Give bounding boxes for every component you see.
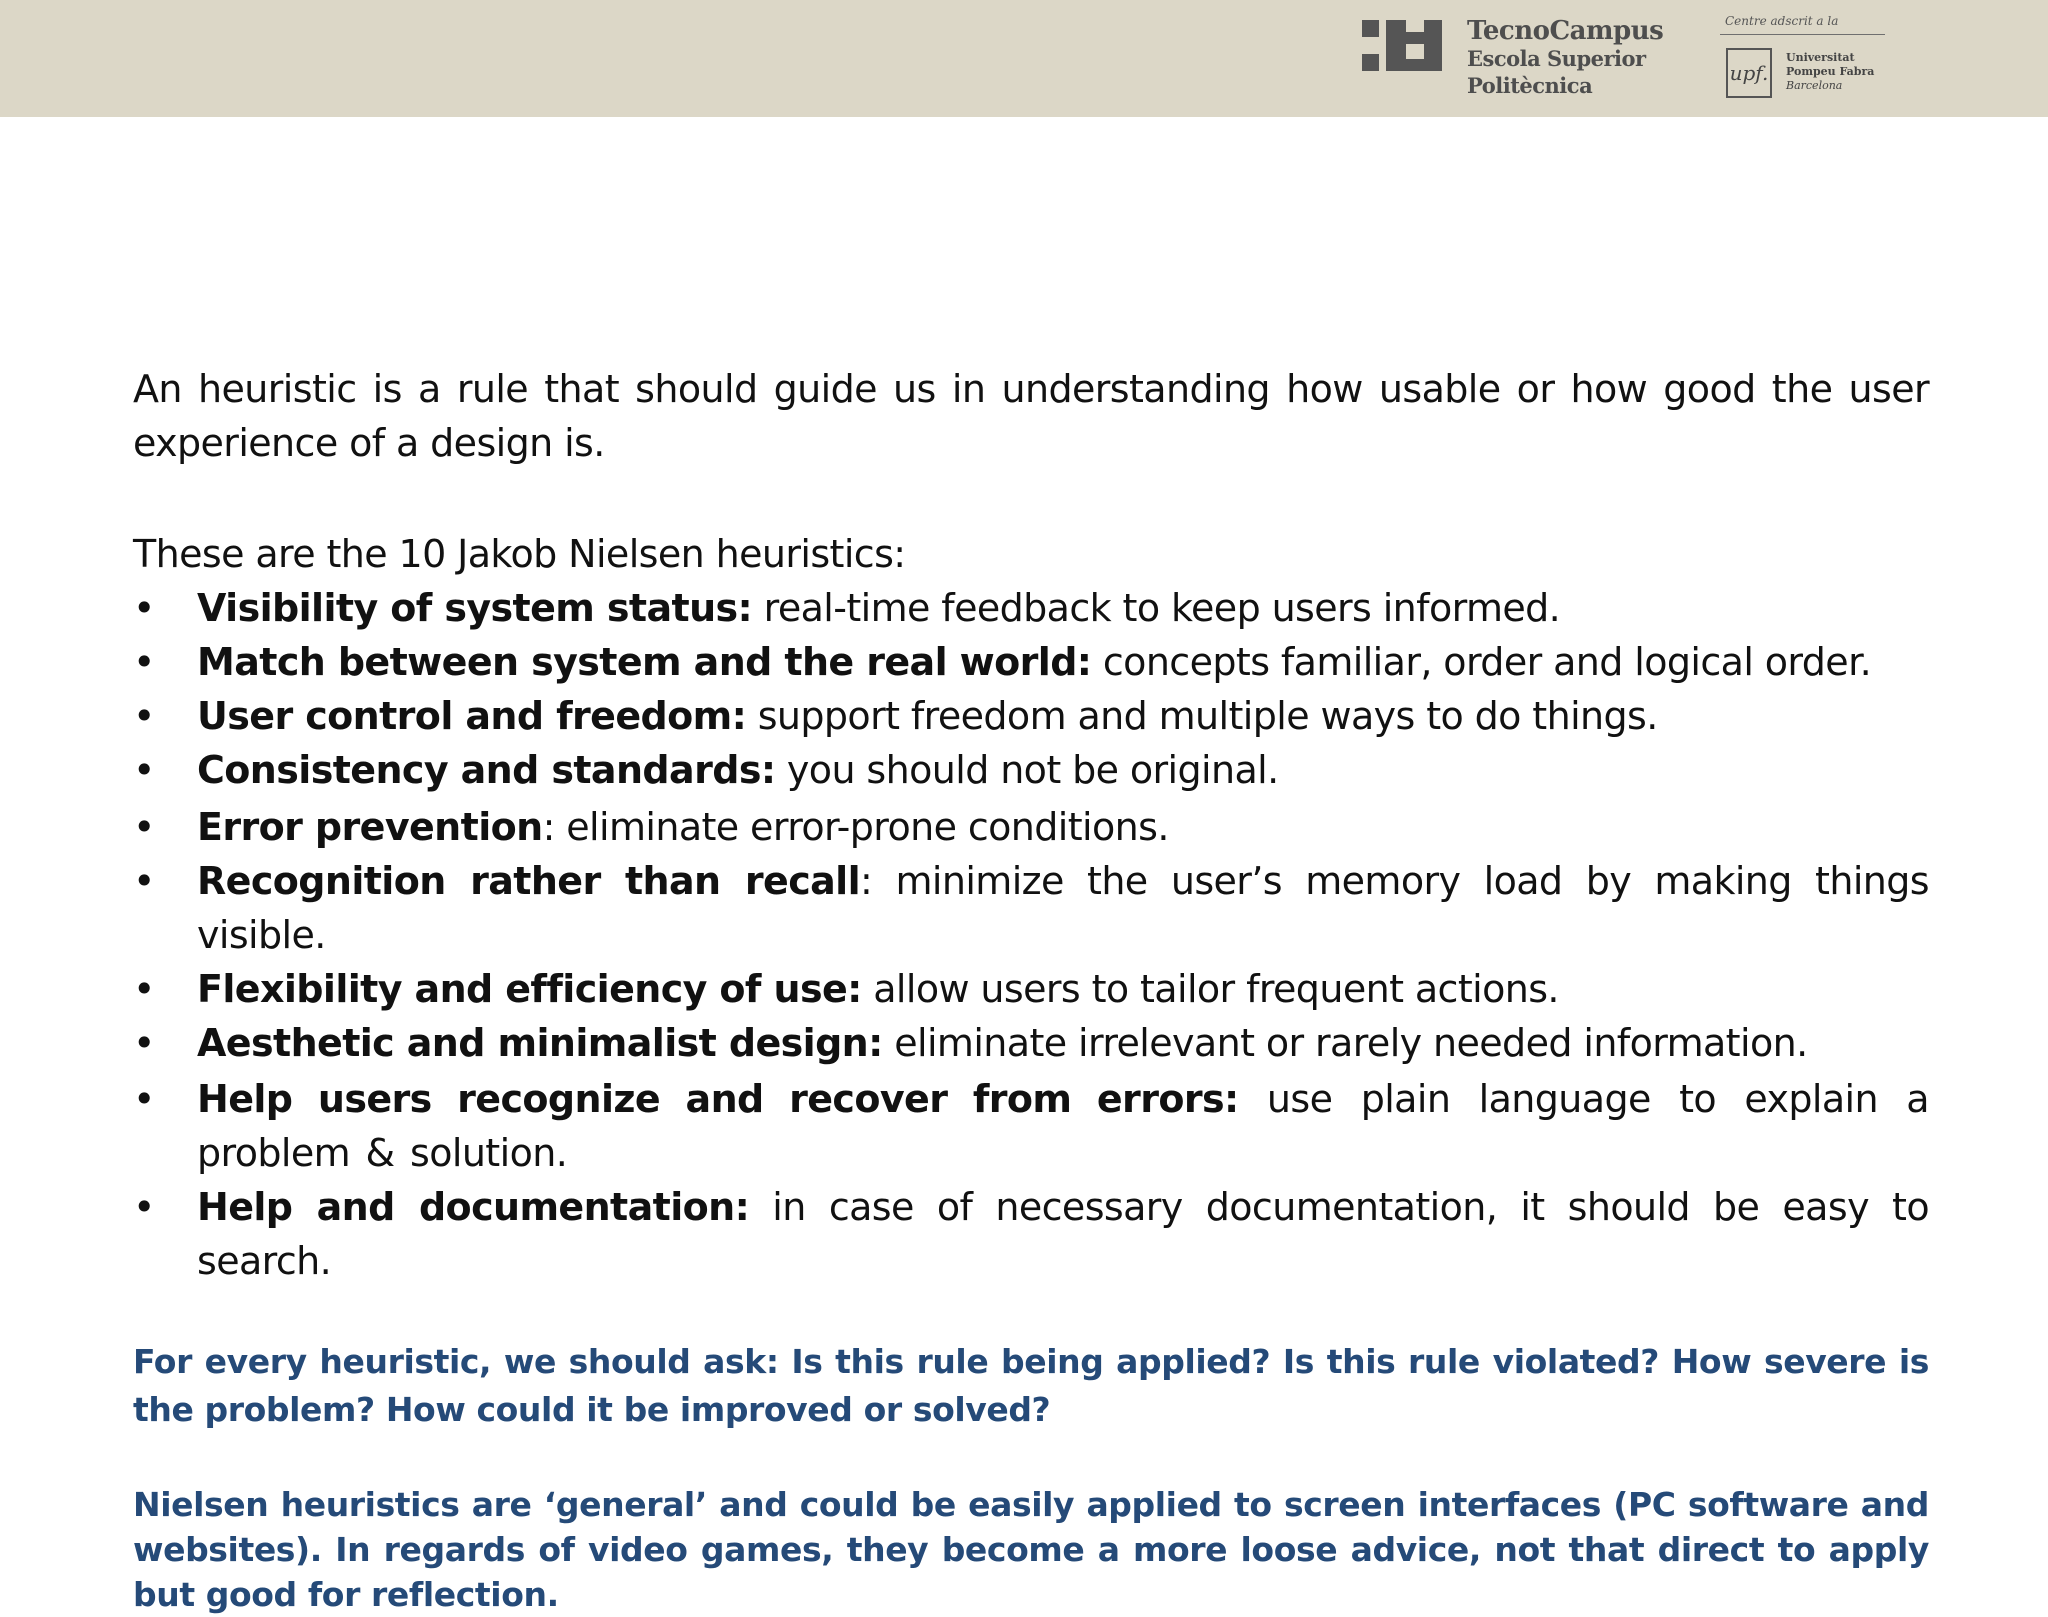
bullet-icon: • [133, 694, 155, 738]
heuristic-name: Error prevention [197, 805, 543, 849]
heuristic-name: User control and freedom: [197, 694, 747, 738]
affiliation-caption: Centre adscrit a la [1725, 14, 1839, 28]
heuristic-item [133, 581, 1929, 635]
heuristic-description: allow users to tailor frequent actions. [861, 967, 1559, 1011]
school-name-line1: Escola Superior [1467, 46, 1646, 71]
bullet-icon: • [133, 1185, 155, 1229]
heuristic-item [133, 635, 1929, 689]
upf-name [1786, 51, 1874, 93]
tecnocampus-logo-icon [1362, 20, 1442, 76]
upf-affiliation [1720, 14, 1885, 104]
heuristic-description: in case of necessary documentation, it should be easy to search. [197, 1185, 1929, 1283]
heuristic-name: Match between system and the real world: [197, 640, 1092, 684]
heuristic-description: eliminate irrelevant or rarely needed information. [882, 1021, 1808, 1065]
heuristic-name: Recognition rather than recall [197, 859, 861, 903]
header-band [0, 0, 2048, 117]
slide-body [133, 362, 1929, 1617]
upf-name-line3: Barcelona [1786, 79, 1843, 92]
heuristic-name: Consistency and standards: [197, 748, 776, 792]
heuristics-list [133, 581, 1929, 1288]
heuristic-name: Visibility of system status: [197, 586, 753, 630]
heuristic-item [133, 1016, 1929, 1070]
heuristic-item [133, 800, 1929, 854]
bullet-icon: • [133, 967, 155, 1011]
tecnocampus-wordmark [1467, 18, 1667, 99]
heuristic-name: Help users recognize and recover from errors: [197, 1077, 1239, 1121]
heuristic-description: concepts familiar, order and logical order. [1091, 640, 1872, 684]
evaluation-questions-note: For every heuristic, we should ask: Is this rule being applied? Is this rule violated? How severe is the problem? How could it be improved or solved? [133, 1342, 1929, 1429]
heuristic-description: minimize the user’s memory load by making things visible. [197, 859, 1929, 957]
heuristic-separator: : [860, 859, 873, 903]
heuristic-description: real-time feedback to keep users informed. [752, 586, 1561, 630]
heuristic-name: Aesthetic and minimalist design: [197, 1021, 883, 1065]
bullet-icon: • [133, 1077, 155, 1121]
heuristic-item [133, 689, 1929, 743]
heuristic-item [133, 1180, 1929, 1288]
affiliation-divider [1720, 34, 1885, 35]
upf-name-line1: Universitat [1786, 51, 1855, 64]
heuristic-item [133, 962, 1929, 1016]
heuristic-name: Flexibility and efficiency of use: [197, 967, 862, 1011]
bullet-icon: • [133, 640, 155, 684]
bullet-icon: • [133, 1021, 155, 1065]
scope-note: Nielsen heuristics are ‘general’ and could be easily applied to screen interfaces (PC software and websites). In regards of video games, they become a more loose advice, not that direct to apply but good for reflection. [133, 1485, 1929, 1614]
heuristic-description: eliminate error-prone conditions. [554, 805, 1169, 849]
bullet-icon: • [133, 859, 155, 903]
heuristic-description: use plain language to explain a problem & solution. [197, 1077, 1929, 1175]
school-name-line2: Politècnica [1467, 73, 1593, 98]
upf-name-line2: Pompeu Fabra [1786, 65, 1875, 78]
org-name: TecnoCampus [1467, 16, 1664, 46]
bullet-icon: • [133, 748, 155, 792]
heuristic-name: Help and documentation: [197, 1185, 750, 1229]
heuristic-separator: : [542, 805, 555, 849]
heuristic-item [133, 1072, 1929, 1180]
heuristic-item [133, 743, 1929, 797]
intro-paragraph: An heuristic is a rule that should guide us in understanding how usable or how good the user experience of a design is. [133, 367, 1929, 465]
heuristic-description: support freedom and multiple ways to do things. [746, 694, 1658, 738]
heuristics-lead: These are the 10 Jakob Nielsen heuristics: [133, 532, 906, 576]
bullet-icon: • [133, 805, 155, 849]
heuristic-description: you should not be original. [775, 748, 1279, 792]
upf-badge: upf. [1726, 48, 1772, 98]
bullet-icon: • [133, 586, 155, 630]
heuristic-item [133, 854, 1929, 962]
